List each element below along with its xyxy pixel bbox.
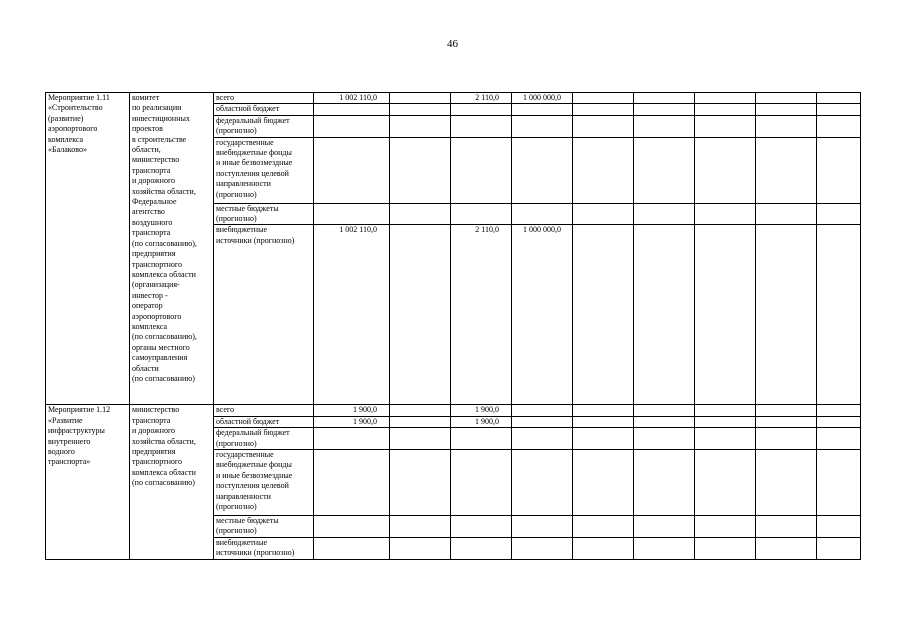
empty-cell	[817, 203, 861, 225]
empty-cell	[756, 225, 817, 405]
funding-year-3: 1 000 000,0	[512, 225, 573, 405]
empty-cell	[756, 416, 817, 427]
empty-cell	[817, 516, 861, 538]
funding-source: местные бюджеты (прогнозно)	[214, 516, 314, 538]
empty-cell	[695, 537, 756, 559]
empty-cell	[634, 93, 695, 104]
empty-cell	[695, 450, 756, 516]
funding-source: федеральный бюджет (прогнозно)	[214, 115, 314, 137]
funding-source: всего	[214, 405, 314, 416]
funding-year-3	[512, 537, 573, 559]
funding-year-2	[451, 137, 512, 203]
measure-executor: министерство транспорта и дорожного хозяйства области, предприятия транспортного комплекса области (по согласованию)	[130, 405, 214, 559]
funding-year-2	[451, 516, 512, 538]
empty-cell	[695, 93, 756, 104]
empty-cell	[817, 104, 861, 115]
empty-cell	[695, 405, 756, 416]
funding-source: государственные внебюджетные фонды и иные безвозмездные поступления целевой направленности (прогнозно)	[214, 450, 314, 516]
table-row	[46, 93, 861, 104]
funding-source: федеральный бюджет (прогнозно)	[214, 428, 314, 450]
funding-source: областной бюджет	[214, 104, 314, 115]
empty-cell	[817, 537, 861, 559]
funding-total	[314, 428, 390, 450]
funding-year-2	[451, 537, 512, 559]
empty-cell	[695, 428, 756, 450]
empty-cell	[634, 416, 695, 427]
empty-cell	[573, 104, 634, 115]
funding-year-2: 2 110,0	[451, 225, 512, 405]
empty-cell	[634, 450, 695, 516]
empty-cell	[756, 405, 817, 416]
empty-cell	[573, 115, 634, 137]
empty-cell	[817, 137, 861, 203]
funding-source: областной бюджет	[214, 416, 314, 427]
empty-cell	[573, 428, 634, 450]
funding-year-3	[512, 516, 573, 538]
empty-cell	[634, 405, 695, 416]
funding-total: 1 002 110,0	[314, 93, 390, 104]
funding-year-1	[390, 203, 451, 225]
empty-cell	[756, 537, 817, 559]
empty-cell	[573, 416, 634, 427]
funding-year-3: 1 000 000,0	[512, 93, 573, 104]
budget-table-body	[46, 93, 861, 560]
funding-year-2: 2 110,0	[451, 93, 512, 104]
empty-cell	[695, 203, 756, 225]
empty-cell	[695, 104, 756, 115]
empty-cell	[695, 416, 756, 427]
empty-cell	[756, 428, 817, 450]
empty-cell	[817, 405, 861, 416]
funding-total: 1 900,0	[314, 405, 390, 416]
funding-total	[314, 203, 390, 225]
funding-year-1	[390, 115, 451, 137]
funding-year-1	[390, 93, 451, 104]
funding-year-3	[512, 137, 573, 203]
empty-cell	[634, 137, 695, 203]
funding-total: 1 002 110,0	[314, 225, 390, 405]
empty-cell	[634, 203, 695, 225]
empty-cell	[695, 137, 756, 203]
funding-year-2	[451, 115, 512, 137]
funding-source: всего	[214, 93, 314, 104]
funding-source: государственные внебюджетные фонды и иные безвозмездные поступления целевой направленности (прогнозно)	[214, 137, 314, 203]
empty-cell	[756, 93, 817, 104]
funding-source: внебюджетные источники (прогнозно)	[214, 537, 314, 559]
funding-year-3	[512, 428, 573, 450]
empty-cell	[634, 537, 695, 559]
empty-cell	[695, 115, 756, 137]
empty-cell	[634, 104, 695, 115]
funding-total	[314, 137, 390, 203]
funding-source: местные бюджеты (прогнозно)	[214, 203, 314, 225]
empty-cell	[573, 225, 634, 405]
funding-year-2: 1 900,0	[451, 416, 512, 427]
empty-cell	[756, 104, 817, 115]
funding-year-1	[390, 450, 451, 516]
empty-cell	[817, 225, 861, 405]
empty-cell	[573, 203, 634, 225]
funding-year-3	[512, 416, 573, 427]
funding-year-2: 1 900,0	[451, 405, 512, 416]
empty-cell	[817, 93, 861, 104]
funding-year-2	[451, 104, 512, 115]
funding-year-1	[390, 104, 451, 115]
funding-total	[314, 516, 390, 538]
funding-total	[314, 104, 390, 115]
empty-cell	[573, 405, 634, 416]
empty-cell	[817, 428, 861, 450]
empty-cell	[756, 516, 817, 538]
empty-cell	[695, 516, 756, 538]
empty-cell	[817, 450, 861, 516]
empty-cell	[817, 115, 861, 137]
empty-cell	[756, 450, 817, 516]
empty-cell	[634, 115, 695, 137]
budget-table	[45, 92, 861, 560]
empty-cell	[756, 137, 817, 203]
funding-year-3	[512, 104, 573, 115]
funding-year-1	[390, 428, 451, 450]
empty-cell	[573, 93, 634, 104]
table-row	[46, 405, 861, 416]
funding-year-2	[451, 203, 512, 225]
funding-year-1	[390, 137, 451, 203]
funding-total	[314, 115, 390, 137]
funding-year-1	[390, 416, 451, 427]
empty-cell	[634, 516, 695, 538]
funding-source: внебюджетные источники (прогнозно)	[214, 225, 314, 405]
funding-year-1	[390, 225, 451, 405]
funding-year-2	[451, 428, 512, 450]
funding-year-3	[512, 405, 573, 416]
funding-year-3	[512, 450, 573, 516]
empty-cell	[634, 225, 695, 405]
funding-year-3	[512, 203, 573, 225]
funding-year-1	[390, 516, 451, 538]
empty-cell	[756, 115, 817, 137]
empty-cell	[756, 203, 817, 225]
measure-name: Мероприятие 1.12 «Развитие инфраструктуры внутреннего водного транспорта»	[46, 405, 130, 559]
empty-cell	[573, 537, 634, 559]
empty-cell	[634, 428, 695, 450]
empty-cell	[573, 450, 634, 516]
funding-total: 1 900,0	[314, 416, 390, 427]
funding-year-1	[390, 405, 451, 416]
measure-executor: комитет по реализации инвестиционных проектов в строительстве области, министерство транспорта и дорожного хозяйства области, Федеральное агентство воздушного транспорта (по согласованию), предприятия транспортного комплекса области (организация- инвестор - оператор аэропортового комплекса (по согласованию), органы местного самоуправления области (по согласованию)	[130, 93, 214, 405]
empty-cell	[695, 225, 756, 405]
page-number: 46	[447, 38, 458, 50]
funding-year-2	[451, 450, 512, 516]
funding-total	[314, 450, 390, 516]
empty-cell	[573, 516, 634, 538]
empty-cell	[817, 416, 861, 427]
funding-year-3	[512, 115, 573, 137]
empty-cell	[573, 137, 634, 203]
measure-name: Мероприятие 1.11 «Строительство (развитие) аэропортового комплекса «Балаково»	[46, 93, 130, 405]
funding-total	[314, 537, 390, 559]
funding-year-1	[390, 537, 451, 559]
